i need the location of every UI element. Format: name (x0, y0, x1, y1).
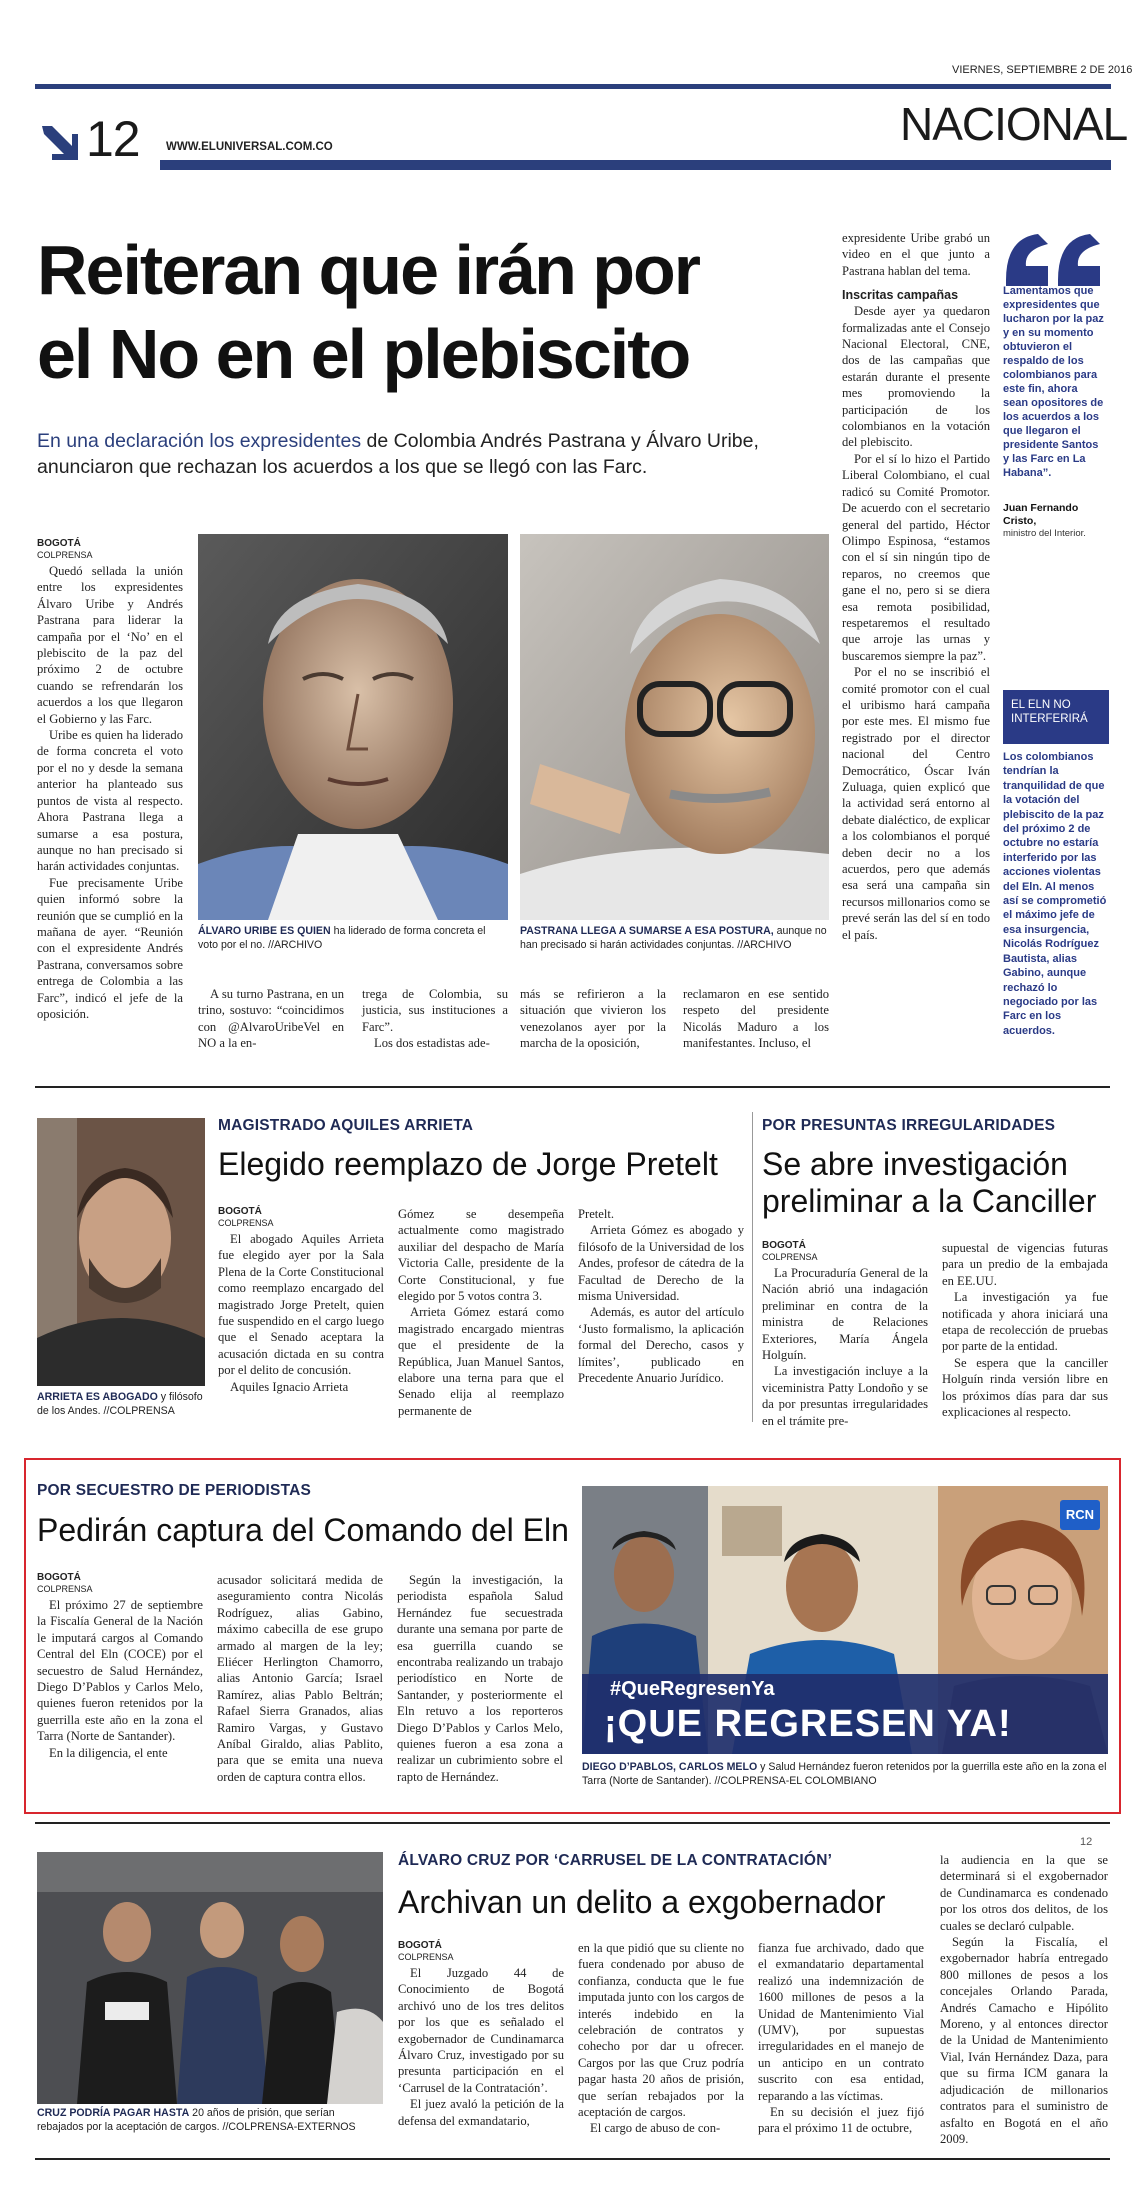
story5-column-2: en la que pidió que su cliente no fuera condenado por abuso de confianza, conducta que le fue imputada junto con los cargos de interés indebido en la celebración de contratos y cohecho por dar u ofrecer. Cargos por las que Cruz podría pagar hasta 20 años de prisión, que serían rebajados por la aceptación de cargos. El cargo de abuso de con- (578, 1941, 744, 2136)
channel-logo: RCN (1060, 1500, 1100, 1530)
hashtag: #QueRegresenYa (610, 1678, 775, 1700)
quote-author-role: ministro del Interior. (1003, 528, 1086, 539)
lead-column-5: reclamaron en ese sentido respeto del presidente Nicolás Maduro a los manifestantes. Incluso, el (683, 987, 829, 1051)
story4-column-2: acusador solicitará medida de aseguramiento contra Nicolás Rodríguez, alias Gabino, máximo cabecilla de ese grupo armado al margen de la ley; Eliécer Herlington Chamorro, alias Antonio García; Israel Ramírez, alias Pablo Beltrán; Rafael Sierra Granados, alias Ramiro Vargas, y Gustavo Aníbal Giraldo, alias Pablito, para que se emita una nueva orden de captura contra ellos. (217, 1573, 383, 1784)
eln-box-text: Los colombianos tendrían la tranquilidad de que la votación del plebiscito de la paz del próximo 2 de octubre no estaría interferido por las acciones violentas del Eln. Al menos así se comprometió el máximo jefe de esa insurgencia, Nicolás Rodríguez Bautista, alias Gabino, aunque rechazó lo negociado por las Farc en los acuerdos. (1003, 751, 1107, 1037)
pastrana-photo-caption: PASTRANA LLEGA A SUMARSE A ESA POSTURA, aunque no han precisado si harán actividades conjuntas. //ARCHIVO (520, 925, 827, 951)
arrieta-photo (37, 1118, 205, 1386)
lead-column-3: trega de Colombia, su justicia, sus instituciones a Farc”. Los dos estadistas ade- (362, 987, 508, 1051)
pastrana-photo (520, 534, 829, 920)
story5-headline: Archivan un delito a exgobernador (398, 1884, 886, 1920)
arrieta-photo-caption: ARRIETA ES ABOGADO y filósofo de los Andes. //COLPRENSA (37, 1391, 203, 1417)
story4-column-1: BOGOTÁ COLPRENSA El próximo 27 de septiembre la Fiscalía General de la Nación le imputará cargos al Comando Central del Eln (COCE) por el secuestro de Salud Hernández, Diego D’Pablos y Carlos Melo, quienes fueron retenidos por la guerrilla este año en la zona el Tarra (Norte de Santander). En la diligencia, el ente (37, 1572, 203, 1760)
story4-headline: Pedirán captura del Comando del Eln (37, 1512, 569, 1548)
story4-column-3: Según la investigación, la periodista española Salud Hernández fue secuestrada durante una semana por parte de esa guerrilla cuando se encontraba realizando un trabajo periodístico en Norte de Santander, y posteriormente el Eln retuvo a los reporteros Diego D’Pablos y Carlos Melo, quienes fueron a esa zona a realizar un cubrimiento sobre el rapto de Hernández. (397, 1573, 563, 1784)
corner-page-number: 12 (1080, 1836, 1093, 1848)
story3-kicker: POR PRESUNTAS IRREGULARIDADES (762, 1117, 1056, 1134)
story5-kicker: ÁLVARO CRUZ POR ‘CARRUSEL DE LA CONTRATACIÓN’ (398, 1852, 833, 1869)
lead-column-right: expresidente Uribe grabó un video en el que junto a Pastrana hablan del tema. Inscritas campañas Desde ayer ya quedaron formalizadas ante el Consejo Nacional Electoral, CNE, dos de las campañas que estarán durante el presente mes promoviendo la participación de los colombianos en la votación del plebiscito. Por el sí lo hizo el Partido Liberal Colombiano, el cual radicó su Comité Promotor. De acuerdo con el secretario general del partido, Héctor Olimpo Espinosa, “estamos con el sí sin ningún tipo de reparos, no creemos que gane el no, pero si se diera esa remota posibilidad, respetaremos el resultado que arroje las urnas y buscaremos siempre la paz”. Por el no se inscribió el comité promotor con el cual el uribismo hará campaña por este mes. El mismo fue registrado por el director nacional del Centro Democrático, Óscar Iván Zuluaga, quien explicó que la actividad será entorno al debate dialéctico, de explicar a los colombianos el porqué deben decir no a los acuerdos, pero que además esa será una campaña sin recursos millonarios como se prevé serán las del sí en todo el país. (842, 231, 990, 942)
hostages-caption: DIEGO D’PABLOS, CARLOS MELO y Salud Hernández fueron retenidos por la guerrilla este año en la zona el Tarra (Norte de Santander). //COLPRENSA-EL COLOMBIANO (582, 1761, 1107, 1787)
banner-text: ¡QUE REGRESEN YA! (604, 1703, 1012, 1745)
story2-column-1: BOGOTÁ COLPRENSA El abogado Aquiles Arrieta fue elegido ayer por la Sala Plena de la Corte Constitucional como reemplazo encargado del magistrado Jorge Pretelt, quien fue suspendido en el cargo luego que el Senado aceptara la acusación dictada en su contra por el delito de concusión. Aquiles Ignacio Arrieta (218, 1206, 384, 1394)
lead-deck: En una declaración los expresidentes de Colombia Andrés Pastrana y Álvaro Uribe, anunciaron que rechazan los acuerdos a los que se llegó con las Farc. (37, 430, 759, 478)
story5-column-1: BOGOTÁ COLPRENSA El Juzgado 44 de Conocimiento de Bogotá archivó uno de los tres delitos por los que es señalado el exgobernador de Cundinamarca Álvaro Cruz, investigado por su presunta participación en el ‘Carrusel de la Contratación’. El juez avaló la petición de la defensa del exmandatario, (398, 1940, 564, 2128)
section-divider-2 (35, 1822, 1110, 1824)
quote-author: Juan Fernando Cristo, (1003, 502, 1079, 527)
story5-column-4: la audiencia en la que se determinará si el exgobernador de Cundinamarca es condenado por los otros dos delitos, de los cuales se declaró culpable. Según la Fiscalía, el exgobernador habría entregado 800 millones de pesos a los concejales Orlando Parada, Andrés Camacho e Hipólito Moreno, y al entonces director de la Unidad de Mantenimiento Vial, Iván Hernández Daza, para que su firma ICM ganara la adjudicación de millonarios contratos para el suministro de asfalto en Bogotá en el año 2009. (940, 1853, 1108, 2146)
uribe-photo-caption: ÁLVARO URIBE ES QUIEN ha liderado de forma concreta el voto por el no. //ARCHIVO (198, 925, 486, 951)
masthead-bottom-bar (160, 160, 1111, 170)
hostages-image (582, 1486, 1108, 1754)
story2-column-2: Gómez se desempeña actualmente como magistrado auxiliar del despacho de María Victoria Calle, presidente de la Corte Constitucional, y fue elegido por 5 votos contra 3. Arrieta Gómez estará como magistrado encargado mientras que el presidente de la República, Juan Manuel Santos, elabore una terna para que el Senado elija al reemplazo permanente de (398, 1207, 564, 1418)
lead-column-4: más se refirieron a la situación que vivieron los venezolanos ayer por la marcha de la oposición, (520, 987, 666, 1051)
lead-headline: Reiteran que irán por el No en el plebiscito (37, 231, 700, 393)
bottom-rule (35, 2158, 1110, 2160)
cruz-photo (37, 1852, 383, 2104)
story4-kicker: POR SECUESTRO DE PERIODISTAS (37, 1482, 312, 1499)
story2-headline: Elegido reemplazo de Jorge Pretelt (218, 1146, 718, 1182)
story5-column-3: fianza fue archivado, dado que el exmandatario departamental realizó una indemnización de 1600 millones de pesos a la Unidad de Mantenimiento Vial (UMV), por supuestas irregularidades en el manejo de un anticipo en un contrato suscrito con esa entidad, reparando a las víctimas. En su decisión el juez fijó para el próximo 11 de octubre, (758, 1941, 924, 2136)
page-arrow-icon (38, 120, 82, 164)
masthead-top-bar (35, 84, 1111, 89)
lead-column-1: BOGOTÁ COLPRENSA Quedó sellada la unión entre los expresidentes Álvaro Uribe y Andrés Pastrana para liderar la campaña por el ‘No’ en el plebiscito de la paz del próximo 2 de octubre cuando se refrendarán los acuerdos a los que llegaron el Gobierno y las Farc. Uribe es quien ha liderado de forma concreta el voto por el no y desde la semana anterior ha planteado sus puntos de vista al respecto. Ahora Pastrana llega a sumarse a esa postura, aunque no han precisado si harán actividades conjuntas. Fue precisamente Uribe quien informó sobre la reunión que se cumplió en la mañana de ayer. “Reunión con el expresidente Andrés Pastrana, conversamos sobre entrega de Colombia a las Farc”, indicó el jefe de la oposición. (37, 538, 183, 1021)
uribe-photo (198, 534, 508, 920)
quote-mark-icon (1002, 230, 1106, 288)
story3-headline: Se abre investigación preliminar a la Canciller (762, 1146, 1097, 1219)
lead-column-2: A su turno Pastrana, en un trino, sostuvo: “coincidimos con @AlvaroUribeVel en NO a la en- (198, 987, 344, 1051)
eln-box-header: EL ELN NO INTERFERIRÁ (1003, 690, 1109, 744)
story-vertical-rule (752, 1112, 753, 1422)
story2-kicker: MAGISTRADO AQUILES ARRIETA (218, 1117, 474, 1134)
story3-column-2: supuestal de vigencias futuras para un predio de la embajada en EE.UU. La investigación ya fue notificada y ahora iniciará una etapa de recolección de pruebas por parte de la entidad. Se espera que la canciller Holguín rinda versión libre en los próximos días para dar sus explicaciones al respecto. (942, 1241, 1108, 1420)
website: WWW.ELUNIVERSAL.COM.CO (166, 141, 333, 153)
cruz-photo-caption: CRUZ PODRÍA PAGAR HASTA 20 años de prisión, que serían rebajados por la aceptación de cargos. //COLPRENSA-EXTERNOS (37, 2107, 356, 2133)
pull-quote: Lamentamos que expresidentes que lucharon por la paz y en su momento obtuvieron el respaldo de los colombianos para este fin, ahora sean opositores de los acuerdos a los que llegaron el presidente Santos y las Farc en La Habana”. (1003, 285, 1104, 479)
story2-column-3: Pretelt. Arrieta Gómez es abogado y filósofo de la Universidad de los Andes, profesor de cátedra de la Facultad de Derecho de la misma Universidad. Además, es autor del artículo ‘Justo formalismo, la aplicación formal del Derecho, casos y límites’, publicado en Precedente Anuario Jurídico. (578, 1207, 744, 1386)
section-name: NACIONAL (900, 98, 1128, 150)
page-number: 12 (86, 111, 140, 167)
issue-date: VIERNES, SEPTIEMBRE 2 DE 2016 (952, 64, 1133, 76)
story3-column-1: BOGOTÁ COLPRENSA La Procuraduría General de la Nación abrió una indagación preliminar en contra de la ministra de Relaciones Exteriores, María Ángela Holguín. La investigación incluye a la viceministra Patty Londoño y se da por presuntas irregularidades en el trámite pre- (762, 1240, 928, 1428)
lead-deck-highlight: En una declaración los expresidentes (37, 430, 362, 452)
section-divider-1 (35, 1086, 1110, 1088)
